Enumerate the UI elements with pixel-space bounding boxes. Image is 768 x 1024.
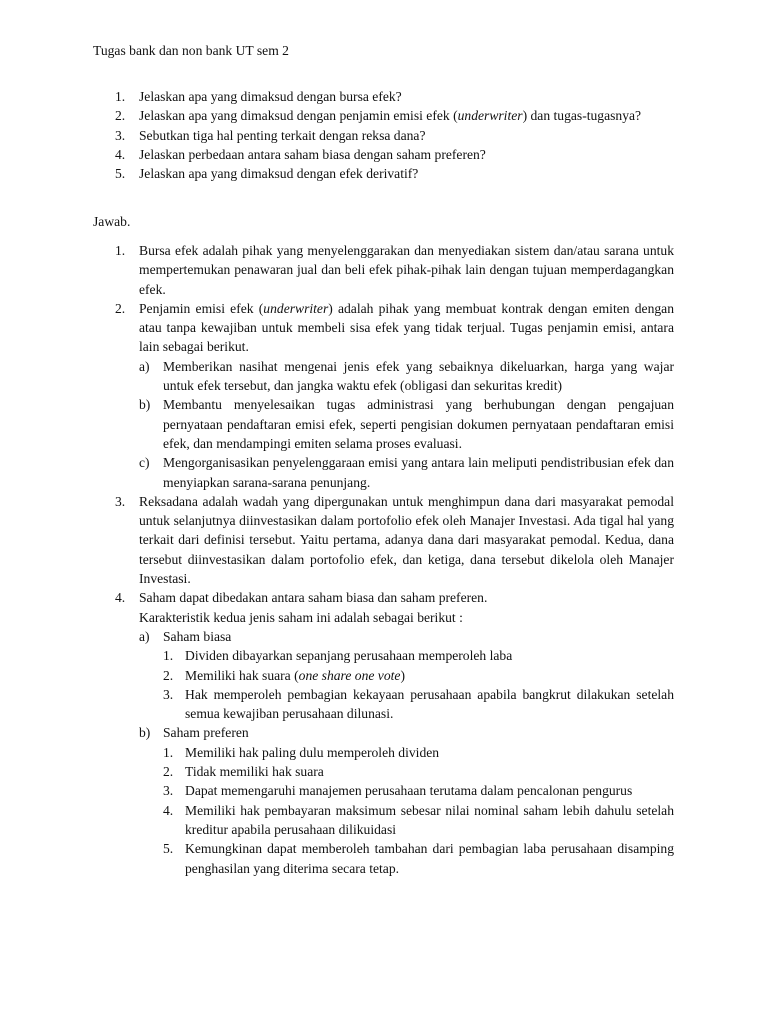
sub-item-text: Mengorganisasikan penyelenggaraan emisi yang antara lain meliputi pendistribusian efek dan menyiapkan sarana-sarana penunjang. xyxy=(163,455,674,490)
answer-heading: Jawab. xyxy=(93,214,131,229)
sub-item-text: Memberikan nasihat mengenai jenis efek yang sebaiknya dikeluarkan, harga yang wajar untuk efek tersebut, dan jangka waktu efek (obligasi dan sekuritas kredit) xyxy=(163,358,674,394)
sub-heading xyxy=(93,627,674,646)
question-number: 5. xyxy=(115,166,126,182)
nested-item xyxy=(93,762,674,781)
question-italic-term: underwriter xyxy=(457,108,523,124)
question-text: Jelaskan apa yang dimaksud dengan bursa efek? xyxy=(139,89,402,104)
nested-item-number: 3. xyxy=(163,783,174,799)
answer-text: Reksadana adalah wadah yang dipergunakan untuk menghimpun dana dari masyarakat pemodal untuk selanjutnya diinvestasikan dalam portofolio efek oleh Manajer Investasi. Ada tigal hal yang terkait dari definisi tersebut. Yaitu pertama, adanya dana dari masyarakat pemodal. Kedua, dana tersebut diinvestasikan dalam portofolio efek, dan ketiga, dana tersebut dikelola oleh Manajer Investasi. xyxy=(139,493,674,587)
answer-text-part: ) adalah pihak yang membuat kontrak dengan emiten dengan atau tanpa kewajiban untuk membeli sisa efek yang tidak terjual. Tugas penjamin emisi, antara lain sebagai berikut. xyxy=(139,300,675,355)
nested-item xyxy=(93,646,674,665)
sub-item-label: a) xyxy=(139,628,150,644)
answer-item xyxy=(93,588,674,607)
answer-italic-term: underwriter xyxy=(263,300,329,316)
sub-item xyxy=(93,453,674,492)
nested-item-number: 2. xyxy=(163,667,174,683)
sub-heading-text: Saham preferen xyxy=(163,725,249,741)
nested-item-text: Tidak memiliki hak suara xyxy=(185,764,324,780)
question-number: 2. xyxy=(115,108,126,124)
question-item xyxy=(93,106,674,125)
nested-item xyxy=(93,743,674,762)
answer-continuation xyxy=(93,608,674,627)
nested-item-text: Dapat memengaruhi manajemen perusahaan terutama dalam pencalonan pengurus xyxy=(185,783,633,799)
sub-item-label: b) xyxy=(139,397,151,413)
nested-item-text: Memiliki hak pembayaran maksimum sebesar nilai nominal saham lebih dahulu setelah kreditur apabila perusahaan dilikuidasi xyxy=(185,802,674,837)
answer-item xyxy=(93,492,674,588)
answer-number: 4. xyxy=(115,590,126,606)
nested-item xyxy=(93,685,674,724)
nested-item-number: 1. xyxy=(163,744,174,760)
question-item xyxy=(93,164,674,183)
nested-item-italic-term: one share one vote xyxy=(298,667,401,683)
question-text: Jelaskan apa yang dimaksud dengan efek derivatif? xyxy=(139,166,419,182)
question-item xyxy=(93,87,674,106)
nested-item xyxy=(93,666,674,685)
question-text-part: Jelaskan apa yang dimaksud dengan penjamin emisi efek ( xyxy=(139,108,458,124)
sub-item-label: a) xyxy=(139,358,150,374)
nested-item-number: 2. xyxy=(163,764,174,780)
nested-item-number: 5. xyxy=(163,841,174,857)
answer-item xyxy=(93,299,674,357)
question-number: 1. xyxy=(115,89,126,104)
question-number: 3. xyxy=(115,127,126,143)
answer-number: 1. xyxy=(115,243,126,258)
question-text: Jelaskan perbedaan antara saham biasa dengan saham preferen? xyxy=(139,146,486,162)
question-text: Sebutkan tiga hal penting terkait dengan reksa dana? xyxy=(139,127,426,143)
sub-item-text: Membantu menyelesaikan tugas administrasi yang berhubungan dengan pengajuan pernyataan pendaftaran emisi efek, seperti pengisian dokumen pernyataan pendaftaran emisi efek, dan mendampingi emiten selama proses evaluasi. xyxy=(163,397,674,451)
nested-item-text: Kemungkinan dapat memberoleh tambahan dari pembagian laba perusahaan disamping penghasilan yang diterima secara tetap. xyxy=(185,841,674,876)
nested-item-text-part: Memiliki hak suara ( xyxy=(185,667,299,683)
answer-text-part: Penjamin emisi efek ( xyxy=(139,300,264,316)
document-title: Tugas bank dan non bank UT sem 2 xyxy=(93,43,289,58)
sub-item xyxy=(93,357,674,396)
question-text-part: ) dan tugas-tugasnya? xyxy=(522,108,642,124)
answer-text: Saham dapat dibedakan antara saham biasa dan saham preferen. xyxy=(139,590,488,606)
sub-item xyxy=(93,395,674,453)
sub-heading-text: Saham biasa xyxy=(163,628,232,644)
answer-number: 3. xyxy=(115,493,126,509)
answer-number: 2. xyxy=(115,300,126,316)
nested-item xyxy=(93,839,674,878)
nested-item-number: 1. xyxy=(163,648,174,664)
nested-item-text-part: ) xyxy=(400,667,405,683)
answer-item xyxy=(93,241,674,299)
sub-item-label: c) xyxy=(139,455,150,471)
answer-list xyxy=(93,241,674,878)
answer-text: Bursa efek adalah pihak yang menyelenggarakan dan menyediakan sistem dan/atau sarana untuk mempertemukan penawaran jual dan beli efek pihak-pihak lain dengan tujuan memperdagangkan efek. xyxy=(139,243,674,297)
question-item xyxy=(93,145,674,164)
nested-item-text: Memiliki hak paling dulu memperoleh dividen xyxy=(185,744,440,760)
question-number: 4. xyxy=(115,146,126,162)
question-item xyxy=(93,126,674,145)
nested-item-number: 4. xyxy=(163,802,174,818)
nested-item-text: Hak memperoleh pembagian kekayaan perusahaan apabila bangkrut dilakukan setelah semua kewajiban perusahaan dilunasi. xyxy=(185,686,674,722)
question-list xyxy=(93,87,674,183)
sub-item-label: b) xyxy=(139,725,151,741)
nested-item xyxy=(93,801,674,840)
nested-item xyxy=(93,781,674,800)
answer-text: Karakteristik kedua jenis saham ini adalah sebagai berikut : xyxy=(139,609,463,625)
nested-item-text: Dividen dibayarkan sepanjang perusahaan memperoleh laba xyxy=(185,648,513,664)
nested-item-number: 3. xyxy=(163,686,174,702)
sub-heading xyxy=(93,723,674,742)
